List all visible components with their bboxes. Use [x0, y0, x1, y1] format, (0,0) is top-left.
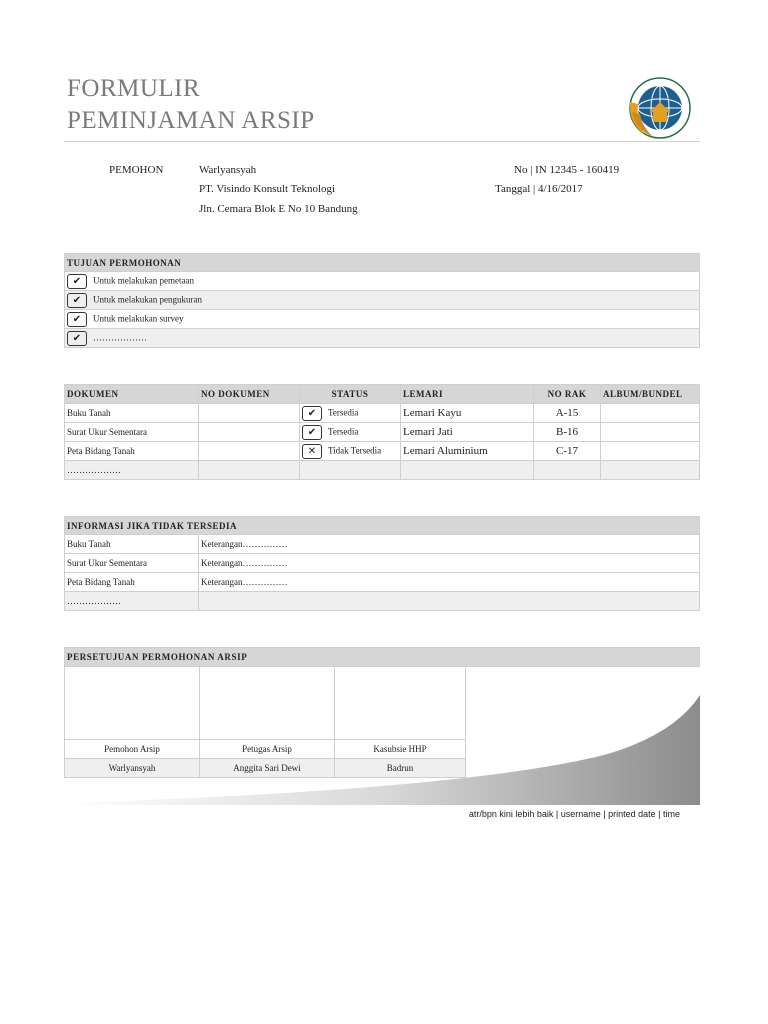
approval-name: Badrun [335, 759, 466, 778]
table-row [65, 554, 700, 573]
form-title-line1: FORMULIR [67, 75, 201, 102]
cell-no-rak: B-16 [534, 423, 601, 442]
cell-no-dokumen [199, 404, 300, 423]
col-header-status: STATUS [300, 385, 401, 404]
info-heading: INFORMASI JIKA TIDAK TERSEDIA [65, 517, 700, 535]
document-number: No | IN 12345 - 160419 [514, 164, 620, 176]
table-row [65, 573, 700, 592]
cell-dokumen: Peta Bidang Tanah [65, 442, 199, 461]
cell-lemari: Lemari Jati [401, 423, 534, 442]
cell-album [601, 442, 700, 461]
purpose-row [65, 272, 700, 291]
cell-lemari [401, 461, 534, 480]
cell-dokumen: ……………… [65, 461, 199, 480]
form-title-line2: PEMINJAMAN ARSIP [67, 107, 315, 134]
documents-table [64, 384, 700, 480]
info-note: Keterangan…………… [199, 535, 700, 554]
cell-lemari: Lemari Aluminium [401, 442, 534, 461]
approval-heading: PERSETUJUAN PERMOHONAN ARSIP [64, 647, 700, 667]
cell-no-rak: A-15 [534, 404, 601, 423]
info-note [199, 592, 700, 611]
purpose-row [65, 329, 700, 348]
agency-logo [622, 72, 694, 144]
cell-album [601, 404, 700, 423]
cell-status [300, 442, 401, 461]
cell-status [300, 461, 401, 480]
purpose-checkbox[interactable]: ✔ [67, 274, 87, 289]
purpose-checkbox[interactable]: ✔ [67, 293, 87, 308]
table-row [65, 592, 700, 611]
col-header-dokumen: DOKUMEN [65, 385, 199, 404]
purpose-checkbox[interactable]: ✔ [67, 331, 87, 346]
table-row [65, 423, 700, 442]
info-table [64, 516, 700, 611]
purpose-checkbox[interactable]: ✔ [67, 312, 87, 327]
approval-role: Petugas Arsip [200, 740, 335, 759]
purpose-heading: TUJUAN PERMOHONAN [65, 254, 700, 272]
info-doc: Peta Bidang Tanah [65, 573, 199, 592]
document-date: Tanggal | 4/16/2017 [495, 183, 583, 195]
cell-status [300, 423, 401, 442]
col-header-album: ALBUM/BUNDEL [601, 385, 700, 404]
col-header-lemari: LEMARI [401, 385, 534, 404]
status-check-icon[interactable]: ✔ [302, 425, 322, 440]
purpose-row [65, 310, 700, 329]
applicant-name: Warlyansyah [199, 164, 257, 176]
cell-no-dokumen [199, 442, 300, 461]
approval-role: Pemohon Arsip [65, 740, 200, 759]
purpose-label: Untuk melakukan pemetaan [93, 275, 194, 286]
cell-dokumen: Buku Tanah [65, 404, 199, 423]
table-row [65, 461, 700, 480]
cell-album [601, 423, 700, 442]
purpose-label: ……………… [93, 332, 147, 343]
info-doc: Surat Ukur Sementara [65, 554, 199, 573]
col-header-no-dokumen: NO DOKUMEN [199, 385, 300, 404]
approval-name: Warlyansyah [65, 759, 200, 778]
status-text: Tersedia [328, 426, 359, 437]
info-note: Keterangan…………… [199, 573, 700, 592]
footer-text: atr/bpn kini lebih baik | username | printed date | time [468, 809, 680, 819]
purpose-table [64, 253, 700, 348]
status-check-icon[interactable]: ✔ [302, 406, 322, 421]
purpose-label: Untuk melakukan survey [93, 313, 184, 324]
purpose-label: Untuk melakukan pengukuran [93, 294, 202, 305]
status-cross-icon[interactable]: ✕ [302, 444, 322, 459]
cell-status [300, 404, 401, 423]
info-doc: ……………… [65, 592, 199, 611]
cell-no-dokumen [199, 423, 300, 442]
approval-name: Anggita Sari Dewi [200, 759, 335, 778]
cell-no-rak: C-17 [534, 442, 601, 461]
header-divider [64, 141, 700, 142]
col-header-no-rak: NO RAK [534, 385, 601, 404]
info-doc: Buku Tanah [65, 535, 199, 554]
purpose-row [65, 291, 700, 310]
approval-role: Kasubsie HHP [335, 740, 466, 759]
table-row [65, 535, 700, 554]
applicant-label: PEMOHON [109, 164, 164, 176]
applicant-address: Jln. Cemara Blok E No 10 Bandung [199, 203, 358, 215]
cell-no-rak [534, 461, 601, 480]
cell-no-dokumen [199, 461, 300, 480]
table-row [65, 404, 700, 423]
status-text: Tidak Tersedia [328, 445, 382, 456]
table-row [65, 442, 700, 461]
status-text: Tersedia [328, 407, 359, 418]
cell-album [601, 461, 700, 480]
applicant-company: PT. Visindo Konsult Teknologi [199, 183, 336, 195]
cell-lemari: Lemari Kayu [401, 404, 534, 423]
decorative-swoosh [64, 695, 700, 805]
cell-dokumen: Surat Ukur Sementara [65, 423, 199, 442]
info-note: Keterangan…………… [199, 554, 700, 573]
